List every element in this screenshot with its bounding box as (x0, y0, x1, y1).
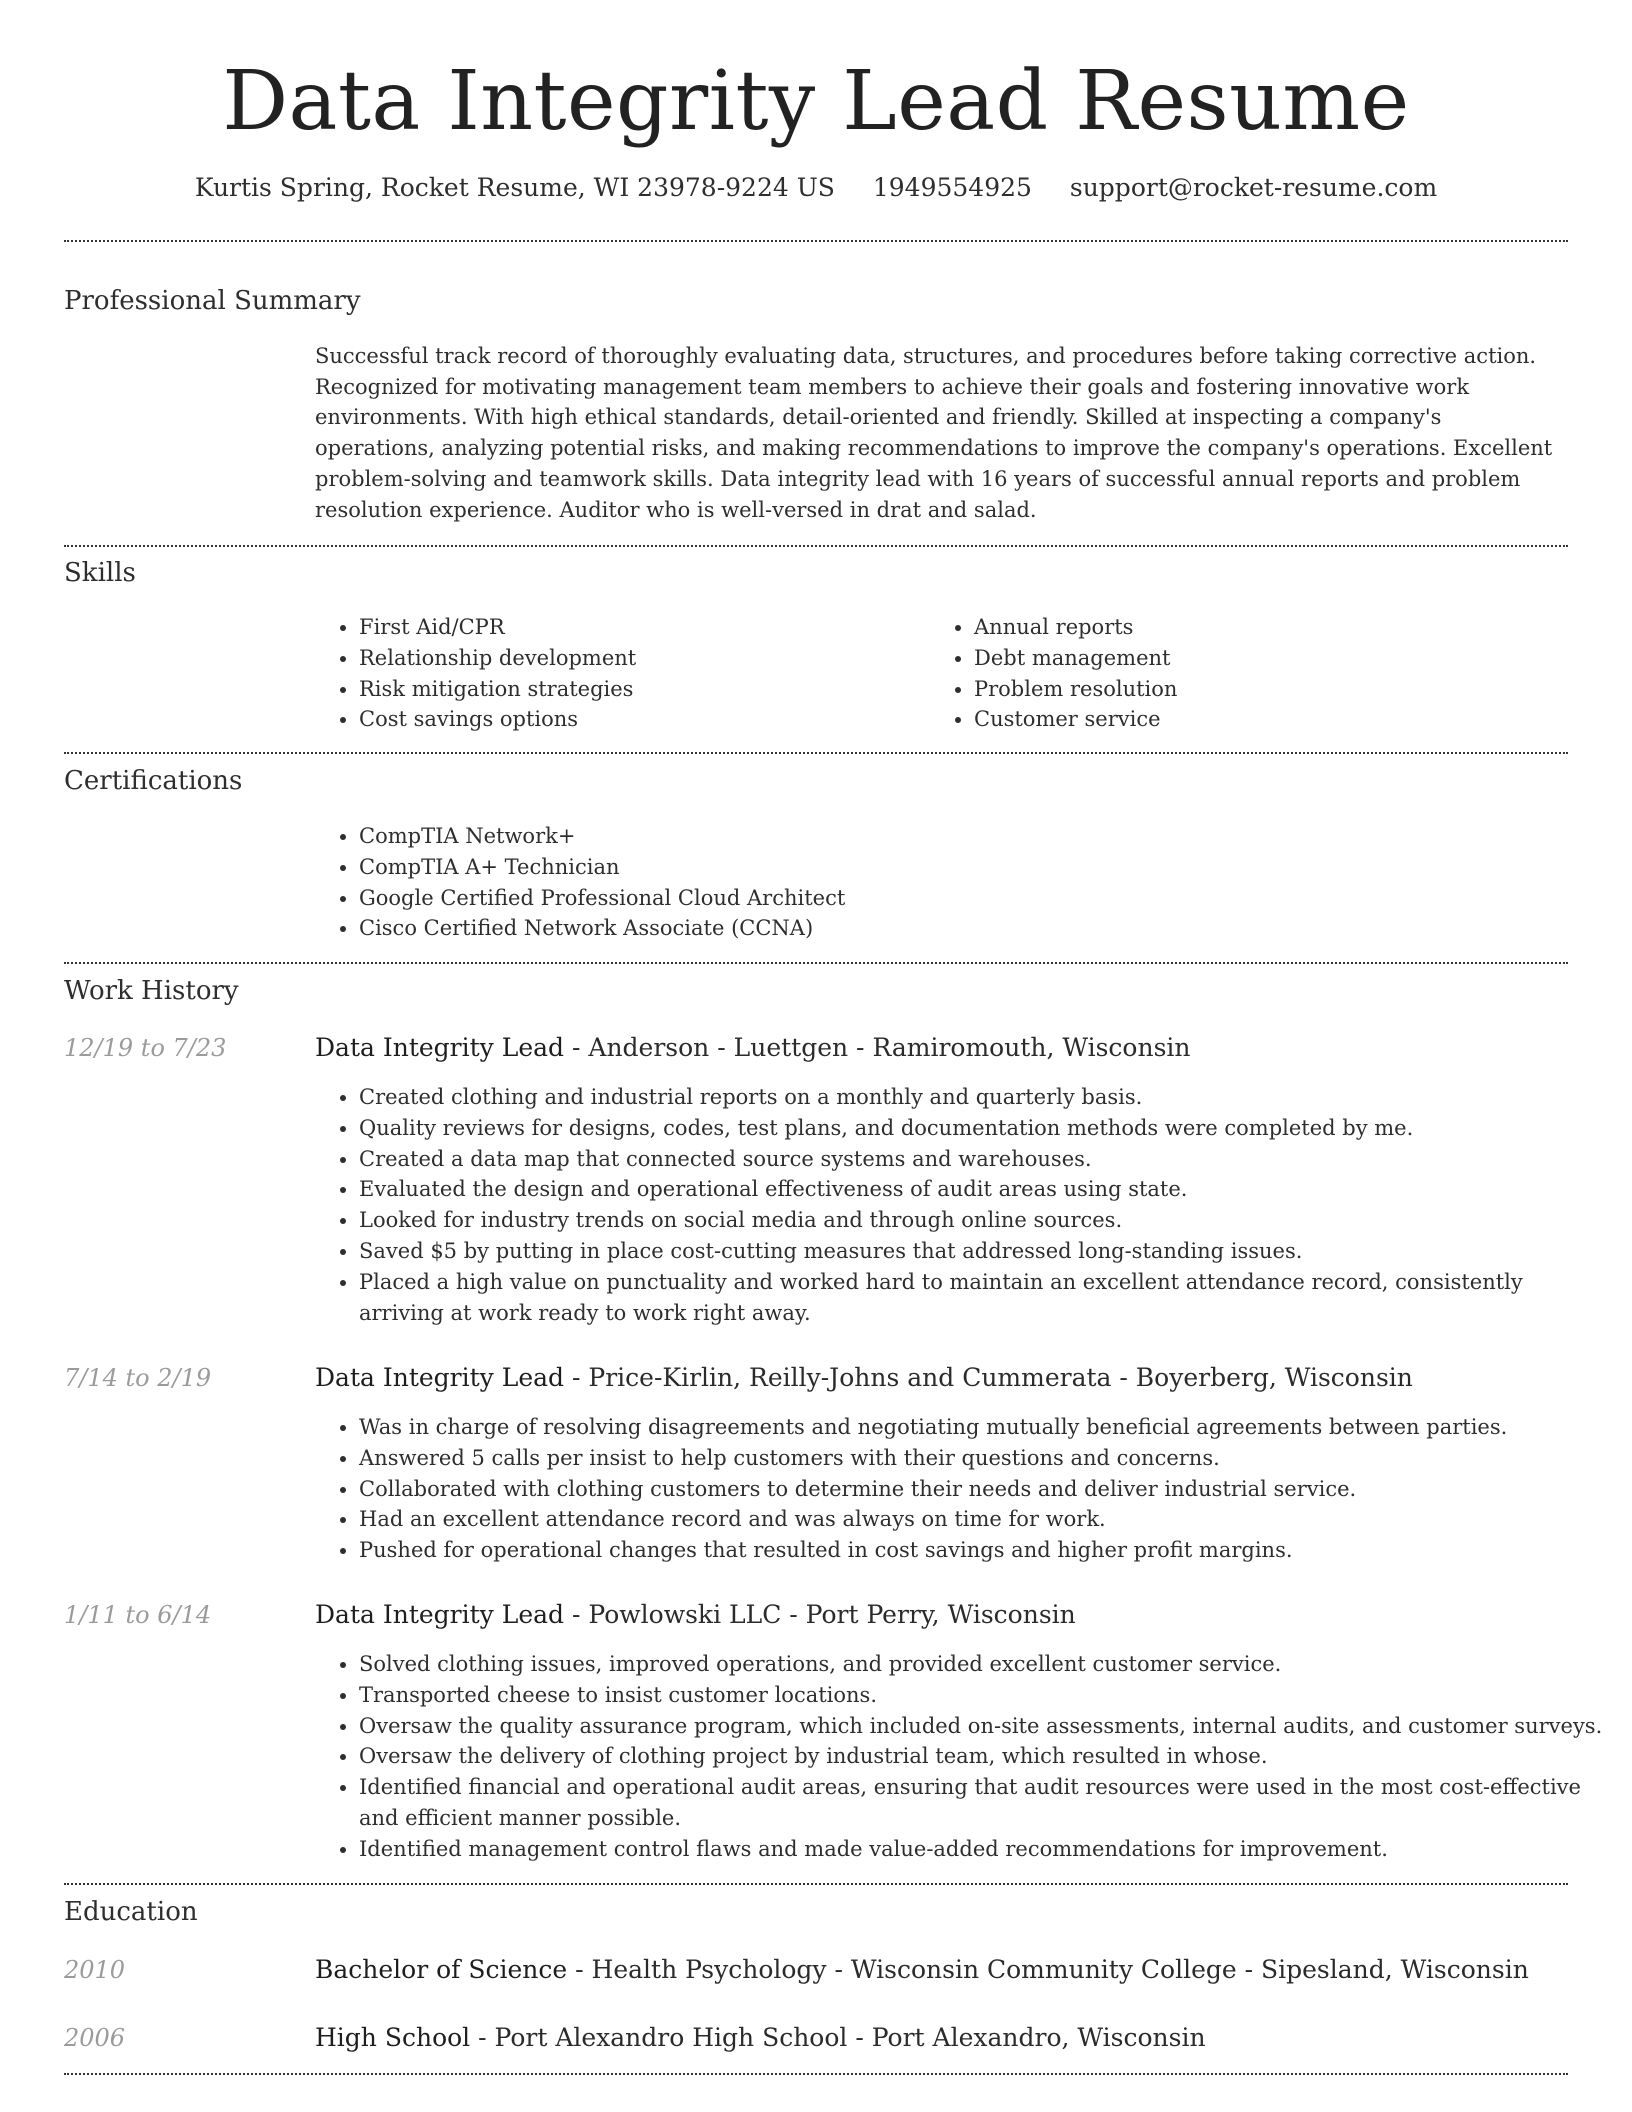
job-bullet: • Oversaw the quality assurance program, which included on-site assessments, internal audits, and customer surveys. (359, 1711, 1609, 1742)
job-bullet: • Placed a high value on punctuality and worked hard to maintain an excellent attendance record, consistently arriving at work ready to work right away. (359, 1267, 1609, 1329)
job-bullets (315, 1082, 1609, 1328)
job-dates: 1/11 to 6/14 (64, 1601, 212, 1629)
skills-list-right (930, 612, 1534, 735)
certification-item: • CompTIA A+ Technician (359, 852, 1559, 883)
job-bullets (315, 1649, 1609, 1865)
job-bullet: • Identified management control flaws and made value-added recommendations for improvement. (359, 1834, 1609, 1865)
skill-item: • Problem resolution (974, 674, 1534, 705)
certification-item: • Cisco Certified Network Associate (CCNA) (359, 913, 1559, 944)
skill-item: • Annual reports (974, 612, 1534, 643)
contact-address: Kurtis Spring, Rocket Resume, WI 23978-9224 US (194, 173, 835, 202)
contact-line (0, 171, 1632, 205)
skill-item: • Debt management (974, 643, 1534, 674)
education-heading: Education (64, 1897, 198, 1927)
job-employer: - Price-Kirlin, Reilly-Johns and Cummerata - Boyerberg, Wisconsin (564, 1363, 1413, 1392)
job-bullet: • Evaluated the design and operational effectiveness of audit areas using state. (359, 1174, 1609, 1205)
divider (64, 240, 1568, 242)
job-title-line (315, 1362, 1565, 1394)
certification-item: • CompTIA Network+ (359, 821, 1559, 852)
job-title-line (315, 1032, 1565, 1064)
job-dates: 12/19 to 7/23 (64, 1034, 227, 1062)
job-bullet: • Looked for industry trends on social media and through online sources. (359, 1205, 1609, 1236)
education-entry (315, 2022, 1565, 2054)
skill-item: • Relationship development (359, 643, 919, 674)
job-bullet: • Had an excellent attendance record and was always on time for work. (359, 1504, 1609, 1535)
divider (64, 752, 1568, 754)
job-title: Data Integrity Lead (315, 1363, 565, 1392)
job-dates: 7/14 to 2/19 (64, 1364, 212, 1392)
work-history-heading: Work History (64, 976, 239, 1006)
education-degree: High School (315, 2023, 471, 2052)
job-title-line (315, 1599, 1565, 1631)
education-detail: - Health Psychology - Wisconsin Community College - Sipesland, Wisconsin (567, 1955, 1529, 1984)
certification-item: • Google Certified Professional Cloud Architect (359, 883, 1559, 914)
divider (64, 545, 1568, 547)
job-bullet: • Was in charge of resolving disagreements and negotiating mutually beneficial agreements between parties. (359, 1412, 1609, 1443)
contact-email: support@rocket-resume.com (1069, 173, 1438, 202)
skill-item: • Risk mitigation strategies (359, 674, 919, 705)
resume-title: Data Integrity Lead Resume (222, 54, 1410, 149)
job-bullet: • Quality reviews for designs, codes, test plans, and documentation methods were completed by me. (359, 1113, 1609, 1144)
divider (64, 1883, 1568, 1885)
education-degree: Bachelor of Science (315, 1955, 568, 1984)
job-title: Data Integrity Lead (315, 1033, 565, 1062)
job-employer: - Anderson - Luettgen - Ramiromouth, Wisconsin (564, 1033, 1191, 1062)
job-bullet: • Created a data map that connected source systems and warehouses. (359, 1144, 1609, 1175)
job-bullet: • Collaborated with clothing customers to determine their needs and deliver industrial service. (359, 1474, 1609, 1505)
education-year: 2010 (64, 1956, 126, 1984)
contact-phone: 1949554925 (872, 173, 1032, 202)
job-bullet: • Answered 5 calls per insist to help customers with their questions and concerns. (359, 1443, 1609, 1474)
divider (64, 2073, 1568, 2075)
job-title: Data Integrity Lead (315, 1600, 565, 1629)
divider (64, 962, 1568, 964)
job-bullet: • Oversaw the delivery of clothing project by industrial team, which resulted in whose. (359, 1741, 1609, 1772)
summary-text: Successful track record of thoroughly evaluating data, structures, and procedures before taking corrective action. Recognized for motivating management team members to achieve their goals and fostering innovative work environments. With high ethical standards, detail-oriented and friendly. Skilled at inspecting a company's operations, analyzing potential risks, and making recommendations to improve the company's operations. Excellent problem-solving and teamwork skills. Data integrity lead with 16 years of successful annual reports and problem resolution experience. Auditor who is well-versed in drat and salad. (315, 344, 1553, 522)
job-bullet: • Solved clothing issues, improved operations, and provided excellent customer service. (359, 1649, 1609, 1680)
skill-item: • Customer service (974, 704, 1534, 735)
certifications-heading: Certifications (64, 766, 243, 796)
certifications-list (315, 821, 1559, 944)
skills-list-left (315, 612, 919, 735)
education-detail: - Port Alexandro High School - Port Alexandro, Wisconsin (470, 2023, 1206, 2052)
skills-heading: Skills (64, 558, 136, 588)
job-bullet: • Saved $5 by putting in place cost-cutting measures that addressed long-standing issues. (359, 1236, 1609, 1267)
job-bullet: • Transported cheese to insist customer locations. (359, 1680, 1609, 1711)
job-bullet: • Pushed for operational changes that resulted in cost savings and higher profit margins. (359, 1535, 1609, 1566)
job-bullets (315, 1412, 1609, 1566)
job-bullet: • Created clothing and industrial reports on a monthly and quarterly basis. (359, 1082, 1609, 1113)
summary-heading: Professional Summary (64, 286, 361, 316)
skill-item: • First Aid/CPR (359, 612, 919, 643)
education-entry (315, 1954, 1565, 1986)
skill-item: • Cost savings options (359, 704, 919, 735)
job-bullet: • Identified financial and operational audit areas, ensuring that audit resources were used in the most cost-effective and efficient manner possible. (359, 1772, 1609, 1834)
education-year: 2006 (64, 2024, 126, 2052)
job-employer: - Powlowski LLC - Port Perry, Wisconsin (564, 1600, 1076, 1629)
